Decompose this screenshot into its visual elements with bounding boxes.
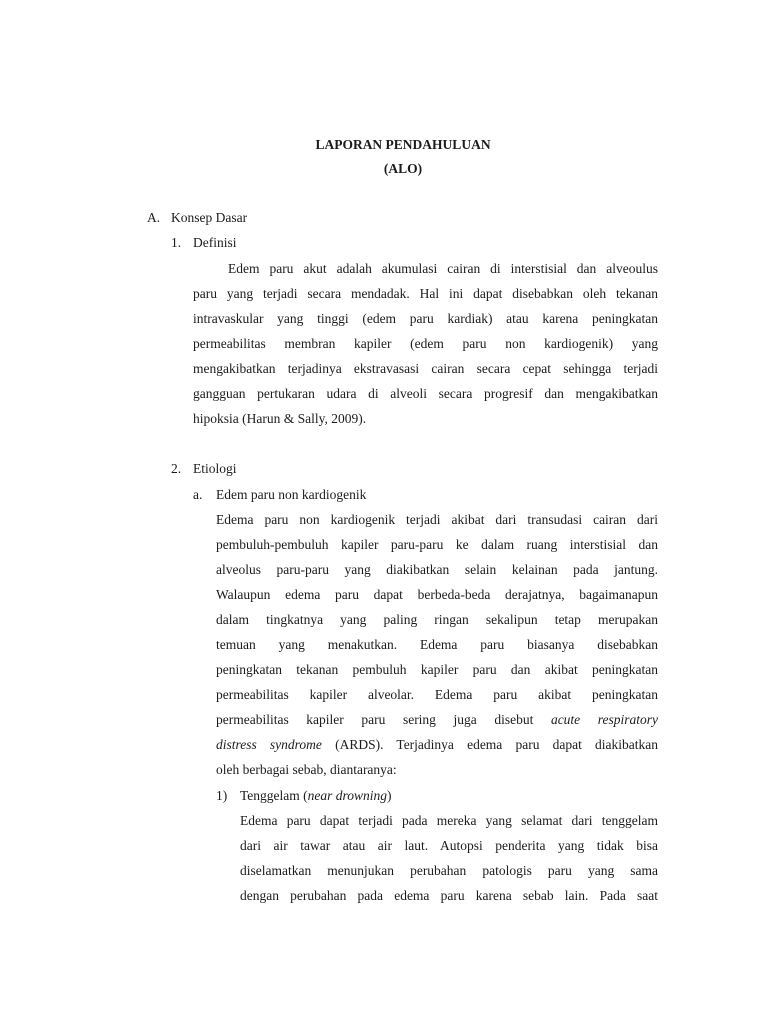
document-title: LAPORAN PENDAHULUAN — [315, 137, 491, 152]
etiologi-text: permeabilitas kapiler paru sering juga disebut — [216, 712, 551, 727]
point-1-marker: 1) — [216, 788, 228, 803]
item-2-marker: 2. — [171, 461, 182, 476]
etiologi-term: distress syndrome — [216, 737, 322, 752]
tenggelam-line: Edema paru dapat terjadi pada mereka yang selamat dari tenggelam — [240, 813, 658, 828]
point-1-heading-term: near drowning — [307, 788, 388, 803]
definisi-line: intravaskular yang tinggi (edem paru kardiak) atau karena peningkatan — [193, 311, 658, 326]
document-subtitle: (ALO) — [383, 161, 423, 176]
definisi-line: Edem paru akut adalah akumulasi cairan di interstisial dan alveoulus — [228, 261, 658, 276]
etiologi-line: permeabilitas kapiler alveolar. Edema paru akibat peningkatan — [216, 687, 658, 702]
etiologi-line: Edema paru non kardiogenik terjadi akibat dari transudasi cairan dari — [216, 512, 658, 527]
definisi-line: paru yang terjadi secara mendadak. Hal ini dapat disebabkan oleh tekanan — [193, 286, 658, 301]
definisi-line: hipoksia (Harun & Sally, 2009). — [193, 411, 367, 426]
etiologi-line — [216, 712, 658, 728]
etiologi-line: alveolus paru-paru yang diakibatkan selain kelainan pada jantung. — [216, 562, 658, 577]
point-1-heading-text: Tenggelam ( — [240, 788, 308, 803]
definisi-line: permeabilitas membran kapiler (edem paru non kardiogenik) yang — [193, 336, 658, 351]
etiologi-line — [216, 737, 658, 753]
etiologi-text: (ARDS). Terjadinya edema paru dapat diakibatkan — [321, 737, 658, 752]
etiologi-line: peningkatan tekanan pembuluh kapiler paru dan akibat peningkatan — [216, 662, 658, 677]
definisi-line: mengakibatkan terjadinya ekstravasasi cairan secara cepat sehingga terjadi — [193, 361, 658, 376]
point-1-heading — [240, 788, 392, 804]
item-2-heading: Etiologi — [193, 461, 237, 476]
item-1-marker: 1. — [171, 235, 182, 250]
tenggelam-line: dengan perubahan pada edema paru karena sebab lain. Pada saat — [240, 888, 658, 903]
etiologi-term: acute respiratory — [550, 712, 658, 727]
item-1-heading: Definisi — [193, 235, 237, 250]
etiologi-line: oleh berbagai sebab, diantaranya: — [216, 762, 397, 777]
etiologi-line: temuan yang menakutkan. Edema paru biasanya disebabkan — [216, 637, 658, 652]
definisi-line: gangguan pertukaran udara di alveoli secara progresif dan mengakibatkan — [193, 386, 658, 401]
sub-a-heading: Edem paru non kardiogenik — [216, 487, 367, 502]
tenggelam-line: diselamatkan menunjukan perubahan patologis paru yang sama — [240, 863, 658, 878]
etiologi-line: dalam tingkatnya yang paling ringan sekalipun tetap merupakan — [216, 612, 658, 627]
section-a-marker: A. — [147, 210, 161, 225]
tenggelam-line: dari air tawar atau air laut. Autopsi penderita yang tidak bisa — [240, 838, 658, 853]
section-a-heading: Konsep Dasar — [171, 210, 248, 225]
etiologi-line: Walaupun edema paru dapat berbeda-beda derajatnya, bagaimanapun — [216, 587, 658, 602]
sub-a-marker: a. — [193, 487, 203, 502]
etiologi-line: pembuluh-pembuluh kapiler paru-paru ke dalam ruang interstisial dan — [216, 537, 658, 552]
point-1-heading-close: ) — [387, 788, 392, 803]
